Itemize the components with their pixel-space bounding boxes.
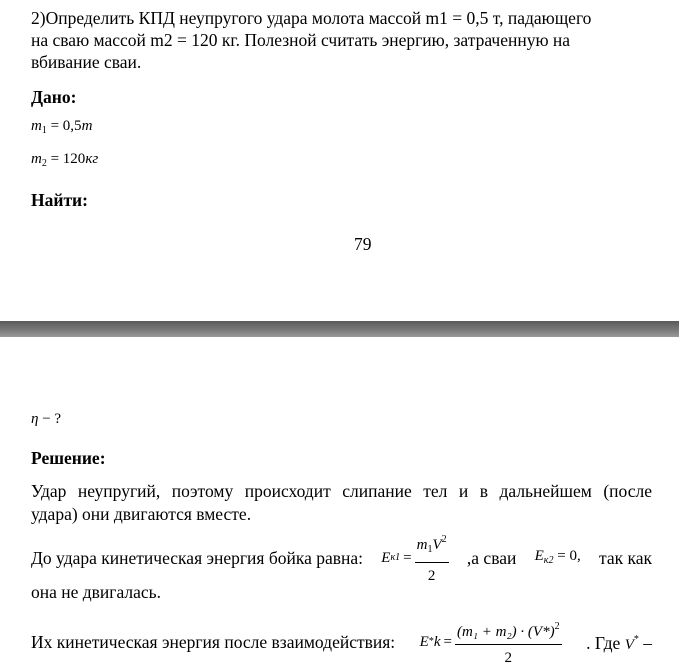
find-efficiency	[31, 411, 61, 428]
formula-E2-value: = 0,	[553, 547, 581, 564]
given-mass-2-value: = 120	[46, 151, 86, 167]
para2-prefix: До удара кинетическая энергия бойка равна:	[31, 548, 364, 568]
formula-kinetic-energy-after	[420, 616, 562, 669]
formula-kinetic-energy-hammer	[381, 529, 448, 587]
formula-E-star-sup: *	[428, 636, 434, 647]
para2-suffix: так как	[598, 548, 652, 568]
find-heading: Найти:	[31, 190, 88, 210]
problem-text-line-2: на сваю массой m2 = 120 кг. Полезной считать энергию, затраченную на	[31, 30, 571, 50]
para3-suffix: . Где	[586, 632, 625, 653]
num-square: 2	[554, 620, 560, 632]
given-mass-1	[31, 118, 92, 136]
given-mass-1-var: m	[31, 118, 42, 134]
formula-fraction	[415, 529, 449, 587]
find-question: − ?	[38, 411, 62, 427]
given-mass-1-unit: т	[81, 118, 93, 134]
page-number: 79	[354, 234, 372, 254]
problem-text-line-1: 2)Определить КПД неупругого удара молота массой m1 = 0,5 т, падающего	[31, 8, 592, 28]
given-mass-1-sub: 1	[41, 125, 47, 136]
para3-dash: –	[638, 632, 652, 653]
formula-V-star: V	[624, 636, 634, 653]
solution-para1-line2: удара) они двигаются вместе.	[31, 504, 252, 524]
formula-E1: E	[381, 550, 391, 566]
formula-equals: =	[403, 550, 412, 566]
formula-kinetic-energy-pile	[535, 545, 581, 572]
formula-V-star-sup: *	[633, 633, 639, 645]
given-mass-2-var: m	[31, 151, 42, 167]
solution-heading: Решение:	[31, 448, 106, 468]
num-v: V	[432, 537, 442, 553]
formula-fraction-2	[455, 616, 562, 669]
formula-equals-2: =	[443, 634, 452, 650]
formula-k: k	[433, 634, 441, 650]
para3-tail	[586, 629, 652, 656]
formula-E2-sub: к2	[543, 554, 554, 566]
solution-para1-line1: Удар неупругий, поэтому происходит слипание тел и в дальнейшем (после	[31, 481, 652, 501]
given-mass-1-value: = 0,5	[46, 118, 82, 134]
num-m-sub: 1	[427, 544, 433, 555]
given-mass-2	[31, 151, 98, 169]
page-separator	[0, 321, 679, 337]
num-sum-masses-velocity: (m₁ + m₂) · (V*)	[456, 623, 555, 640]
given-heading: Дано:	[31, 87, 77, 107]
fraction-2-numerator	[455, 616, 562, 645]
fraction-denominator: 2	[427, 568, 436, 584]
find-eta-symbol: η	[31, 411, 39, 427]
formula-E2: E	[534, 547, 544, 564]
formula-E1-sub: к1	[390, 552, 401, 563]
solution-para3-line1	[31, 618, 652, 666]
given-mass-2-sub: 2	[41, 158, 47, 169]
solution-para2-line1	[31, 534, 652, 584]
given-mass-2-unit: кг	[85, 151, 99, 167]
fraction-numerator	[415, 529, 449, 563]
num-v-sup: 2	[441, 534, 447, 545]
para2-mid: ,а сваи	[466, 548, 517, 568]
para3-prefix: Их кинетическая энергия после взаимодействия:	[31, 632, 396, 652]
formula-E-star: E	[419, 634, 429, 650]
fraction-2-denominator: 2	[504, 649, 513, 666]
problem-text-line-3: вбивание сваи.	[31, 52, 142, 72]
num-m: m	[416, 537, 428, 553]
solution-para2-line2: она не двигалась.	[31, 582, 162, 602]
